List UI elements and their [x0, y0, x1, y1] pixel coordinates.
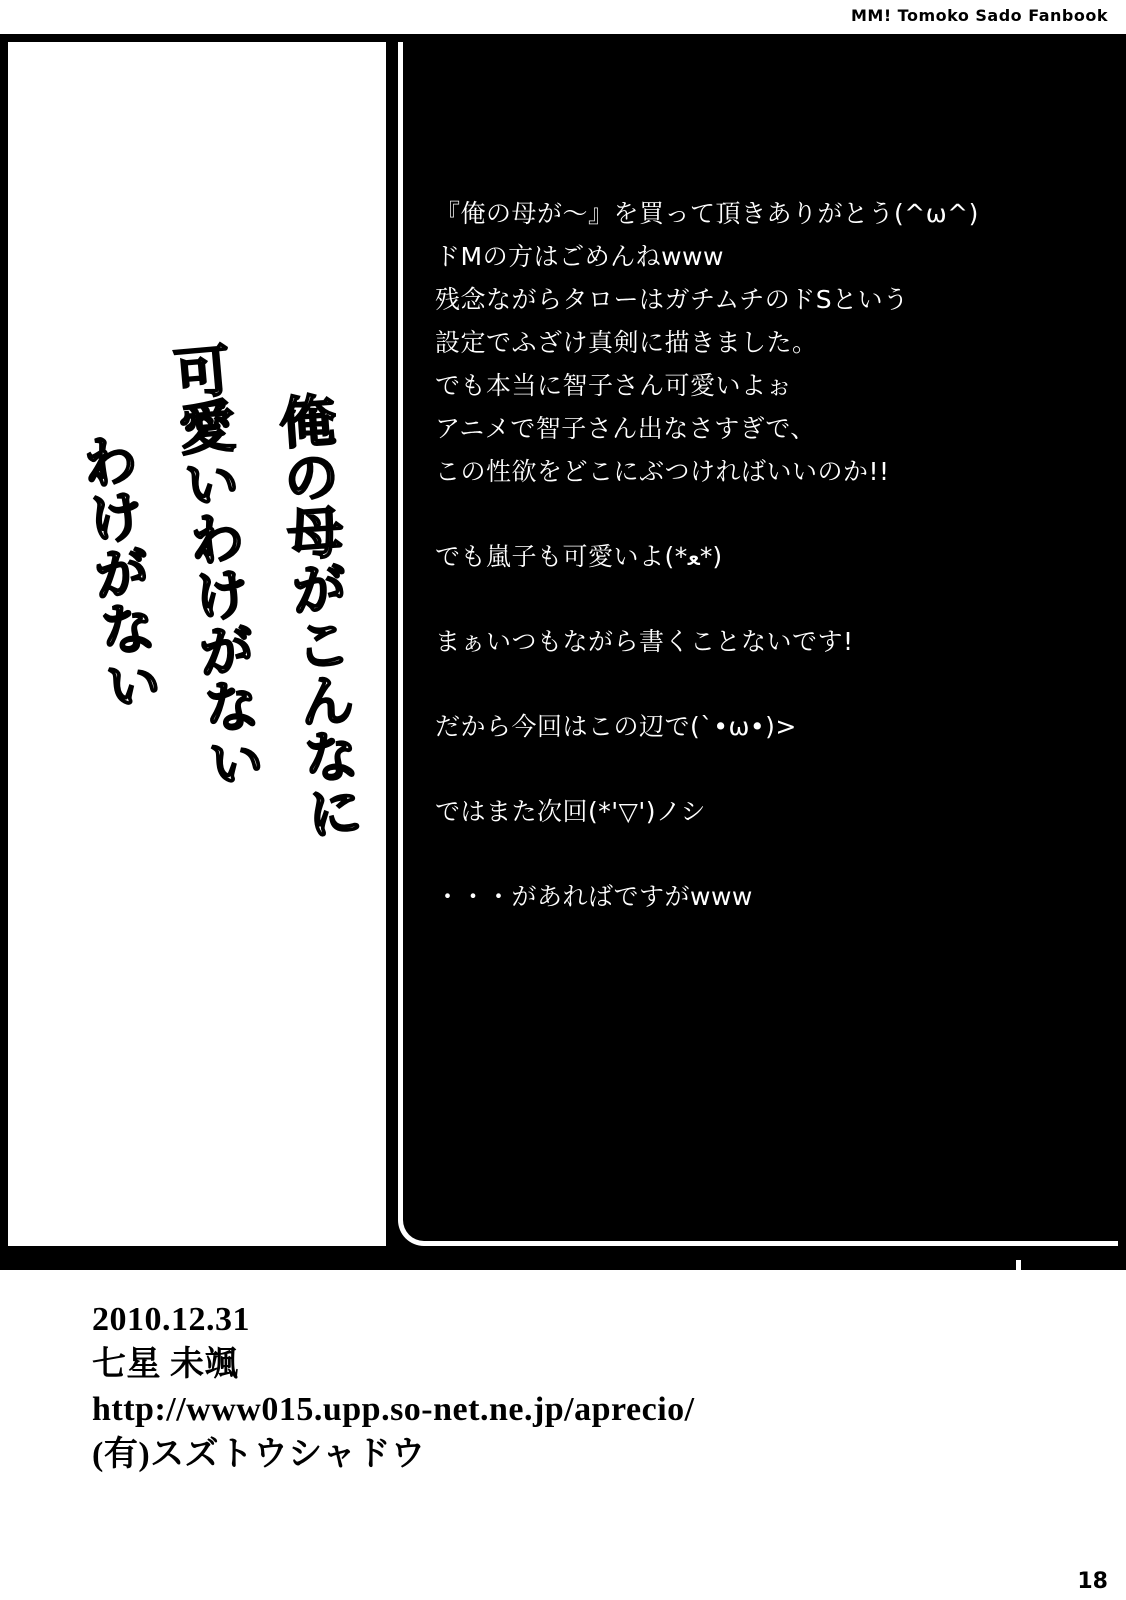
spacer	[435, 578, 1075, 620]
spacer	[435, 663, 1075, 705]
colophon-author: 七星 未颯	[92, 1345, 239, 1383]
title-artwork	[28, 342, 368, 962]
colophon-panel	[0, 1270, 1126, 1600]
colophon-text	[92, 1298, 695, 1478]
divider	[0, 1246, 1126, 1270]
afterword-paragraph-4: だから今回はこの辺で(`•ω•)>	[435, 712, 797, 741]
afterword-line: でも本当に智子さん可愛いよぉ	[435, 371, 793, 400]
afterword-text	[435, 192, 1075, 918]
header-band	[0, 0, 1126, 34]
afterword-line: 設定でふざけ真剣に描きました。	[435, 328, 818, 357]
spacer	[435, 748, 1075, 790]
cover-art-panel	[8, 42, 386, 1246]
title-line-2: 可愛いわけがない	[162, 340, 267, 793]
title-line-3: わけがない	[70, 429, 165, 716]
spacer	[435, 833, 1075, 875]
afterword-line: 残念ながらタローはガチムチのドSという	[435, 285, 909, 314]
colophon-date: 2010.12.31	[92, 1301, 250, 1338]
afterword-line: ドMの方はごめんねwww	[435, 242, 724, 271]
afterword-panel-inner	[403, 42, 1118, 1241]
colophon-url[interactable]: http://www015.upp.so-net.ne.jp/aprecio/	[92, 1390, 695, 1428]
afterword-panel	[398, 42, 1118, 1246]
corner-notch	[1016, 1260, 1126, 1316]
colophon-circle: (有)スズトウシャドウ	[92, 1435, 426, 1473]
afterword-paragraph-3: まぁいつもながら書くことないです!	[435, 627, 854, 656]
afterword-paragraph-2: でも嵐子も可愛いよ(*ﻌ*)	[435, 542, 723, 571]
title-line-1: 俺の母がこんなに	[268, 390, 365, 842]
header-title: MM! Tomoko Sado Fanbook	[850, 6, 1108, 25]
afterword-line: 『俺の母が～』を買って頂きありがとう(^ω^)	[435, 199, 979, 228]
afterword-paragraph-6: ・・・があればですがwww	[435, 882, 753, 911]
afterword-paragraph-5: ではまた次回(*'▽')ノシ	[435, 797, 706, 826]
afterword-line: この性欲をどこにぶつければいいのか!!	[435, 457, 890, 486]
page-number: 18	[1077, 1569, 1108, 1594]
afterword-line: アニメで智子さん出なさすぎで、	[435, 414, 816, 443]
spacer	[435, 493, 1075, 535]
